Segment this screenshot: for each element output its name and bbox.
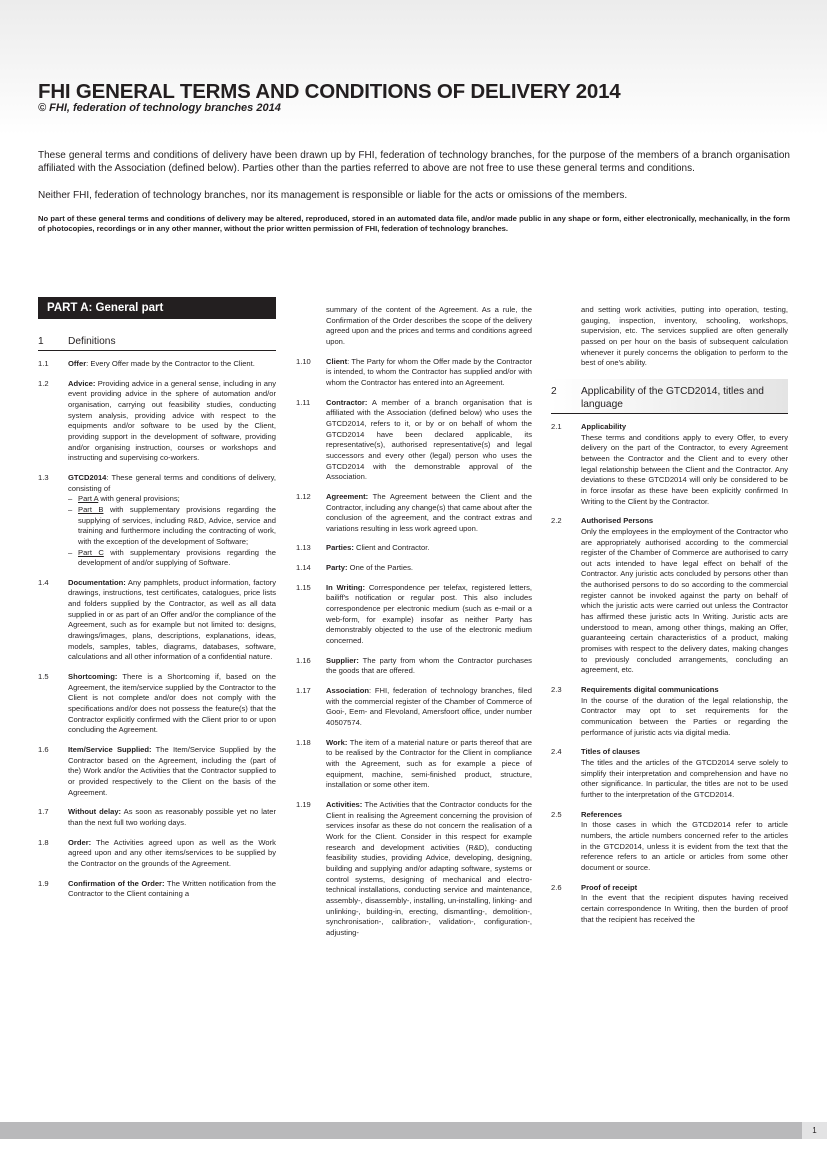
- header-band: [0, 0, 827, 135]
- clause-text: In the course of the duration of the legal relationship, the Contractor may opt to set requirements for the communication between the Parties or regarding the performance of juristic acts via digital media.: [581, 695, 788, 737]
- part-a-title: PART A: General part: [38, 297, 276, 319]
- item-number: 2.3: [551, 685, 562, 695]
- footer-bar: [0, 1122, 802, 1139]
- definition-item: [296, 656, 532, 677]
- definition-item: [296, 686, 532, 729]
- document-title: FHI GENERAL TERMS AND CONDITIONS OF DELIVERY 2014: [38, 80, 621, 103]
- item-number: 1.2: [38, 378, 49, 388]
- document-subtitle: © FHI, federation of technology branches 2014: [38, 102, 281, 114]
- continuation-text: summary of the content of the Agreement. As a rule, the Confirmation of the Order describes the scope of the delivery agreed upon and the prices and terms and conditions agreed upon.: [326, 305, 532, 346]
- item-number: 1.18: [296, 737, 311, 747]
- item-term: Without delay:: [68, 807, 122, 817]
- item-text: A member of a branch organisation that is affiliated with the Association (defined below) who uses the GTCD2014, refers to it, or by or on behalf of whom the GTCD2014 have been declared applicable, its representative(s), authorised representative(s) and legal successors and every other (legal) person who uses the GTCD2014 with the demonstrable approval of the Association.: [326, 397, 532, 482]
- item-term: Offer: [68, 359, 87, 368]
- item-term: Client: [326, 356, 348, 366]
- item-text: The Activities that the Contractor conducts for the Client in realising the Agreement concerning the provision of services insofar as these do not concern the realisation of a Work for the Client. Consider in this respect for example research and development activities (R&D), conducting feasibility studies, providing Advice, developing, designing, building and supplying and/or adapting software, systems or control systems, designing of mechanical and electro-technical installations, conducting service and maintenance, assembly-, disassembly-, installing, un-installing, linking- and unlinking-, building-in, erecting, dismantling-, demolition-, synchronisation-, calibration-, validation-, configuration-, adjusting-: [326, 799, 532, 937]
- definition-item: [296, 738, 532, 791]
- definition-item: [296, 563, 532, 574]
- item-number: 1.5: [38, 672, 49, 682]
- item-number: 2.4: [551, 747, 562, 757]
- clause-item: [551, 516, 788, 676]
- clause-text: Only the employees in the employment of the Contractor who are appropriately authorised according to the commercial register of the Chamber of Commerce are authorised to carry out acts intended to have legal effect on behalf of the Contractor. Any juristic acts concluded by persons other than the authorised persons to do so according to the commercial register cannot be invoked against the party on behalf of which the juristic acts were carried out unless the Contractor has affirmed these juristic acts In Writing. Juristic acts are understood to mean, among other things, making an Offer, guaranteeing certain characteristics of a product, making promises with respect to the delivery dates, making changes to previously concluded arrangements, concluding an agreement, etc.: [581, 526, 788, 675]
- clause-item: [551, 810, 788, 874]
- definition-item: [296, 543, 532, 554]
- definition-item: [38, 745, 276, 798]
- item-term: Parties:: [326, 543, 354, 553]
- intro-paragraph-2: Neither FHI, federation of technology branches, nor its management is responsible or liable for the acts or omissions of the members.: [38, 190, 628, 201]
- definition-item: [296, 492, 532, 535]
- item-number: 1.8: [38, 837, 49, 847]
- item-number: 1.4: [38, 577, 49, 587]
- clause-heading: Applicability: [581, 421, 627, 431]
- clause-heading: Proof of receipt: [581, 882, 638, 892]
- part-b-link[interactable]: Part B: [78, 504, 104, 514]
- list-item-text: with supplementary provisions regarding the supplying of services, including R&D, Advice, service and training and furthermore including the contracting of work, with the exception of the development of Software;: [78, 504, 276, 546]
- section-title: Applicability of the GTCD2014, titles and language: [581, 385, 764, 410]
- item-text: The Activities agreed upon as well as the Work agreed upon and any other items/services to be supplied by the Contractor on the grounds of the Agreement.: [68, 837, 276, 868]
- item-text: FHI, federation of technology branches, filed with the commercial register of the Chamber of Commerce of Gooi-, Eem- and Flevoland, Amersfoort office, under number 40507574.: [326, 686, 532, 727]
- definition-item: [38, 578, 276, 663]
- list-item: – Part A with general provisions;: [68, 494, 180, 504]
- part-a-link[interactable]: Part A: [78, 494, 99, 504]
- item-term: Item/Service Supplied:: [68, 745, 152, 754]
- item-term: Order:: [68, 837, 92, 847]
- definition-item: [296, 800, 532, 939]
- clause-heading: Requirements digital communications: [581, 685, 719, 695]
- definition-item: [38, 838, 276, 870]
- item-separator: :: [369, 686, 375, 696]
- item-number: 1.10: [296, 356, 311, 366]
- section-1-heading: [38, 335, 276, 351]
- item-term: In Writing:: [326, 582, 366, 592]
- clause-item: [551, 422, 788, 507]
- item-term: Agreement:: [326, 491, 369, 501]
- definition-item: [38, 473, 276, 569]
- list-item-text: with supplementary provisions regarding the development of and/or supplying of Software.: [78, 547, 276, 568]
- item-number: 1.1: [38, 359, 49, 368]
- item-text: Any pamphlets, product information, factory drawings, instructions, test certificates, catalogues, price lists and folders supplied by the Contractor, as well as all data supplied in or as part of an Offer and/or the compliance of the Agreement, such as for example but not limited to: designs, drawings/images, plans, descriptions, explanations, ideas, models, samples, tables, diagrams, databases, software, calculations and all other information of a confidential nature.: [68, 577, 276, 662]
- clause-heading: Authorised Persons: [581, 516, 654, 526]
- copyright-notice: No part of these general terms and conditions of delivery may be altered, reproduced, stored in an automated data file, and/or made public in any shape or form, either electronically, mechanically, in the form of photocopies, recordings or in any other manner, without the prior written permission of FHI, federation of technology branches.: [38, 214, 790, 233]
- item-text: The item of a material nature or parts thereof that are to be realised by the Contractor for the Client in compliance with the Agreement, such as for example a piece of equipment, machine, semi-finished product, structure, installation or some other item.: [326, 737, 532, 790]
- clause-text: The titles and the articles of the GTCD2014 serve solely to simplify their interpretation and comprehension and have no other significance. In particular, the titles are not to be used further to the interpretation of the GTCD2014.: [581, 757, 788, 799]
- intro-paragraph-1: These general terms and conditions of delivery have been drawn up by FHI, federation of technology branches, for the purpose of the members of a branch organisation affiliated with the Association (defined below). Parties other than the parties referred to above are not free to use these general terms and conditions.: [38, 150, 790, 175]
- item-number: 1.13: [296, 543, 311, 553]
- item-term: Documentation:: [68, 577, 126, 587]
- item-text: The Written notification from the Contractor to the Client containing a: [68, 878, 276, 899]
- item-number: 2.6: [551, 882, 562, 892]
- page-number: 1: [802, 1122, 827, 1139]
- item-number: 1.11: [296, 397, 311, 407]
- item-text: As soon as reasonably possible yet no later than the next full two working days.: [68, 807, 276, 827]
- clause-text: In the event that the recipient disputes having received certain correspondence In Writing, then the burden of proof that the recipient has received the: [581, 893, 788, 924]
- column-1: [38, 297, 276, 909]
- definition-item: [38, 359, 276, 370]
- column-3: [551, 305, 788, 934]
- definition-item: [296, 398, 532, 483]
- item-number: 1.3: [38, 472, 49, 482]
- item-text: Providing advice in a general sense, including in any event providing advice in the sphere of automation and/or organisation, carrying out feasibility studies, conducting system analysis, providing advice with respect to the equipments and/or software to be used by the Client, providing support in the development of software, providing and/or organising instruction, courses or workshops and instructing and supervising co-workers.: [68, 378, 276, 463]
- definition-item: [38, 672, 276, 736]
- item-text: The Item/Service Supplied by the Contractor based on the Agreement, including the (part of the) Work and/or the Activities that the Contractor supplied to or provided respectively to the Client on the basis of the Agreement.: [68, 745, 276, 797]
- item-text: The party from whom the Contractor purchases the goods that are offered.: [326, 655, 532, 676]
- item-number: 1.7: [38, 807, 49, 817]
- item-text: The Agreement between the Client and the Contractor, including any change(s) that came about after the conclusion of the agreement, and the contract extras and variations resulting in less work agreed upon.: [326, 491, 532, 533]
- section-2-heading: [551, 379, 788, 414]
- item-number: 1.12: [296, 491, 311, 501]
- section-number: 1: [38, 336, 44, 347]
- section-title: Definitions: [68, 336, 116, 347]
- column-2: [296, 305, 532, 947]
- item-text: There is a Shortcoming if, based on the Agreement, the item/service supplied by the Contractor to the Client is not complete and/or does not comply with the specifications and/or does not possess the feature(s) that the Contractor explicitly confirmed with the Client prior to or upon concluding the Agreement.: [68, 672, 276, 735]
- item-separator: :: [106, 472, 112, 482]
- item-term: Supplier:: [326, 655, 359, 665]
- item-term: Activities:: [326, 799, 363, 809]
- clause-heading: Titles of clauses: [581, 747, 640, 757]
- definition-item: [296, 357, 532, 389]
- item-separator: :: [347, 356, 352, 366]
- item-number: 2.2: [551, 516, 562, 526]
- clause-text: In those cases in which the GTCD2014 refer to article numbers, the article numbers concerned refer to the articles in the GTCD2014, unless it is evident from the text that the reference refers to an article or articles from some other document or source.: [581, 820, 788, 872]
- item-text: Client and Contractor.: [355, 543, 430, 553]
- continuation-text: and setting work activities, putting into operation, testing, gauging, inspection, inventory, schooling, workshops, supervision, etc. The services supplied are often generally passed on per hour on the basis of subsequent calculation whenever it purely concerns the obligation to perform to the best of one's ability.: [581, 305, 788, 368]
- item-number: 1.15: [296, 582, 311, 592]
- definition-item: [38, 379, 276, 464]
- clause-item: [551, 747, 788, 800]
- list-item: – Part B with supplementary provisions regarding the supplying of services, including R&D, Advice, service and training and furthermore including the contracting of work, with the exception of the development of Software;: [68, 504, 276, 546]
- item-separator: :: [86, 359, 91, 368]
- item-number: 1.19: [296, 799, 311, 809]
- definition-item: [38, 807, 276, 828]
- item-term: Contractor:: [326, 397, 368, 407]
- item-term: Association: [326, 686, 370, 696]
- item-text: The Party for whom the Offer made by the Contractor is intended, to whom the Contractor has supplied and/or with whom the Contractor has entered into an Agreement.: [326, 356, 532, 387]
- item-number: 1.17: [296, 686, 311, 696]
- definition-item: [296, 583, 532, 647]
- item-number: 1.14: [296, 563, 311, 573]
- clause-item: [551, 883, 788, 926]
- item-term: Confirmation of the Order:: [68, 878, 165, 888]
- part-c-link[interactable]: Part C: [78, 547, 104, 557]
- clause-heading: References: [581, 809, 622, 819]
- definition-item: [38, 879, 276, 900]
- item-number: 1.9: [38, 878, 49, 888]
- item-number: 2.1: [551, 421, 562, 431]
- clause-text: These terms and conditions apply to every Offer, to every delivery on the part of the Contractor, to every Agreement between the Contractor and the Client and to every other legal relationship between the Client and the Contractor. Any deviations to these GTCD2014 will only be considered to be in force insofar as these have been explicitly confirmed In Writing to the Client by the Contractor.: [581, 432, 788, 506]
- item-term: GTCD2014: [68, 472, 107, 482]
- list-item-text: with general provisions;: [98, 494, 180, 504]
- item-text: These general terms and conditions of delivery, consisting of: [68, 472, 276, 493]
- item-term: Advice:: [68, 378, 96, 388]
- item-term: Shortcoming:: [68, 672, 118, 682]
- item-number: 1.6: [38, 745, 49, 754]
- item-text: Correspondence per telefax, registered letters, bailiff's notification or regular post. This also includes correspondence per electronic medium (such as e-mail or a web-form, for example) insofar as neither Party has demonstrably objected to the use of the electronic medium concerned.: [326, 582, 532, 646]
- clause-item: [551, 685, 788, 738]
- item-number: 1.16: [296, 655, 311, 665]
- section-number: 2: [551, 385, 557, 397]
- list-item: – Part C with supplementary provisions regarding the development of and/or supplying of Software.: [68, 547, 276, 568]
- item-text: Every Offer made by the Contractor to the Client.: [90, 359, 255, 368]
- item-term: Work:: [326, 737, 348, 747]
- item-text: One of the Parties.: [349, 563, 413, 573]
- item-term: Party:: [326, 563, 348, 573]
- item-number: 2.5: [551, 809, 562, 819]
